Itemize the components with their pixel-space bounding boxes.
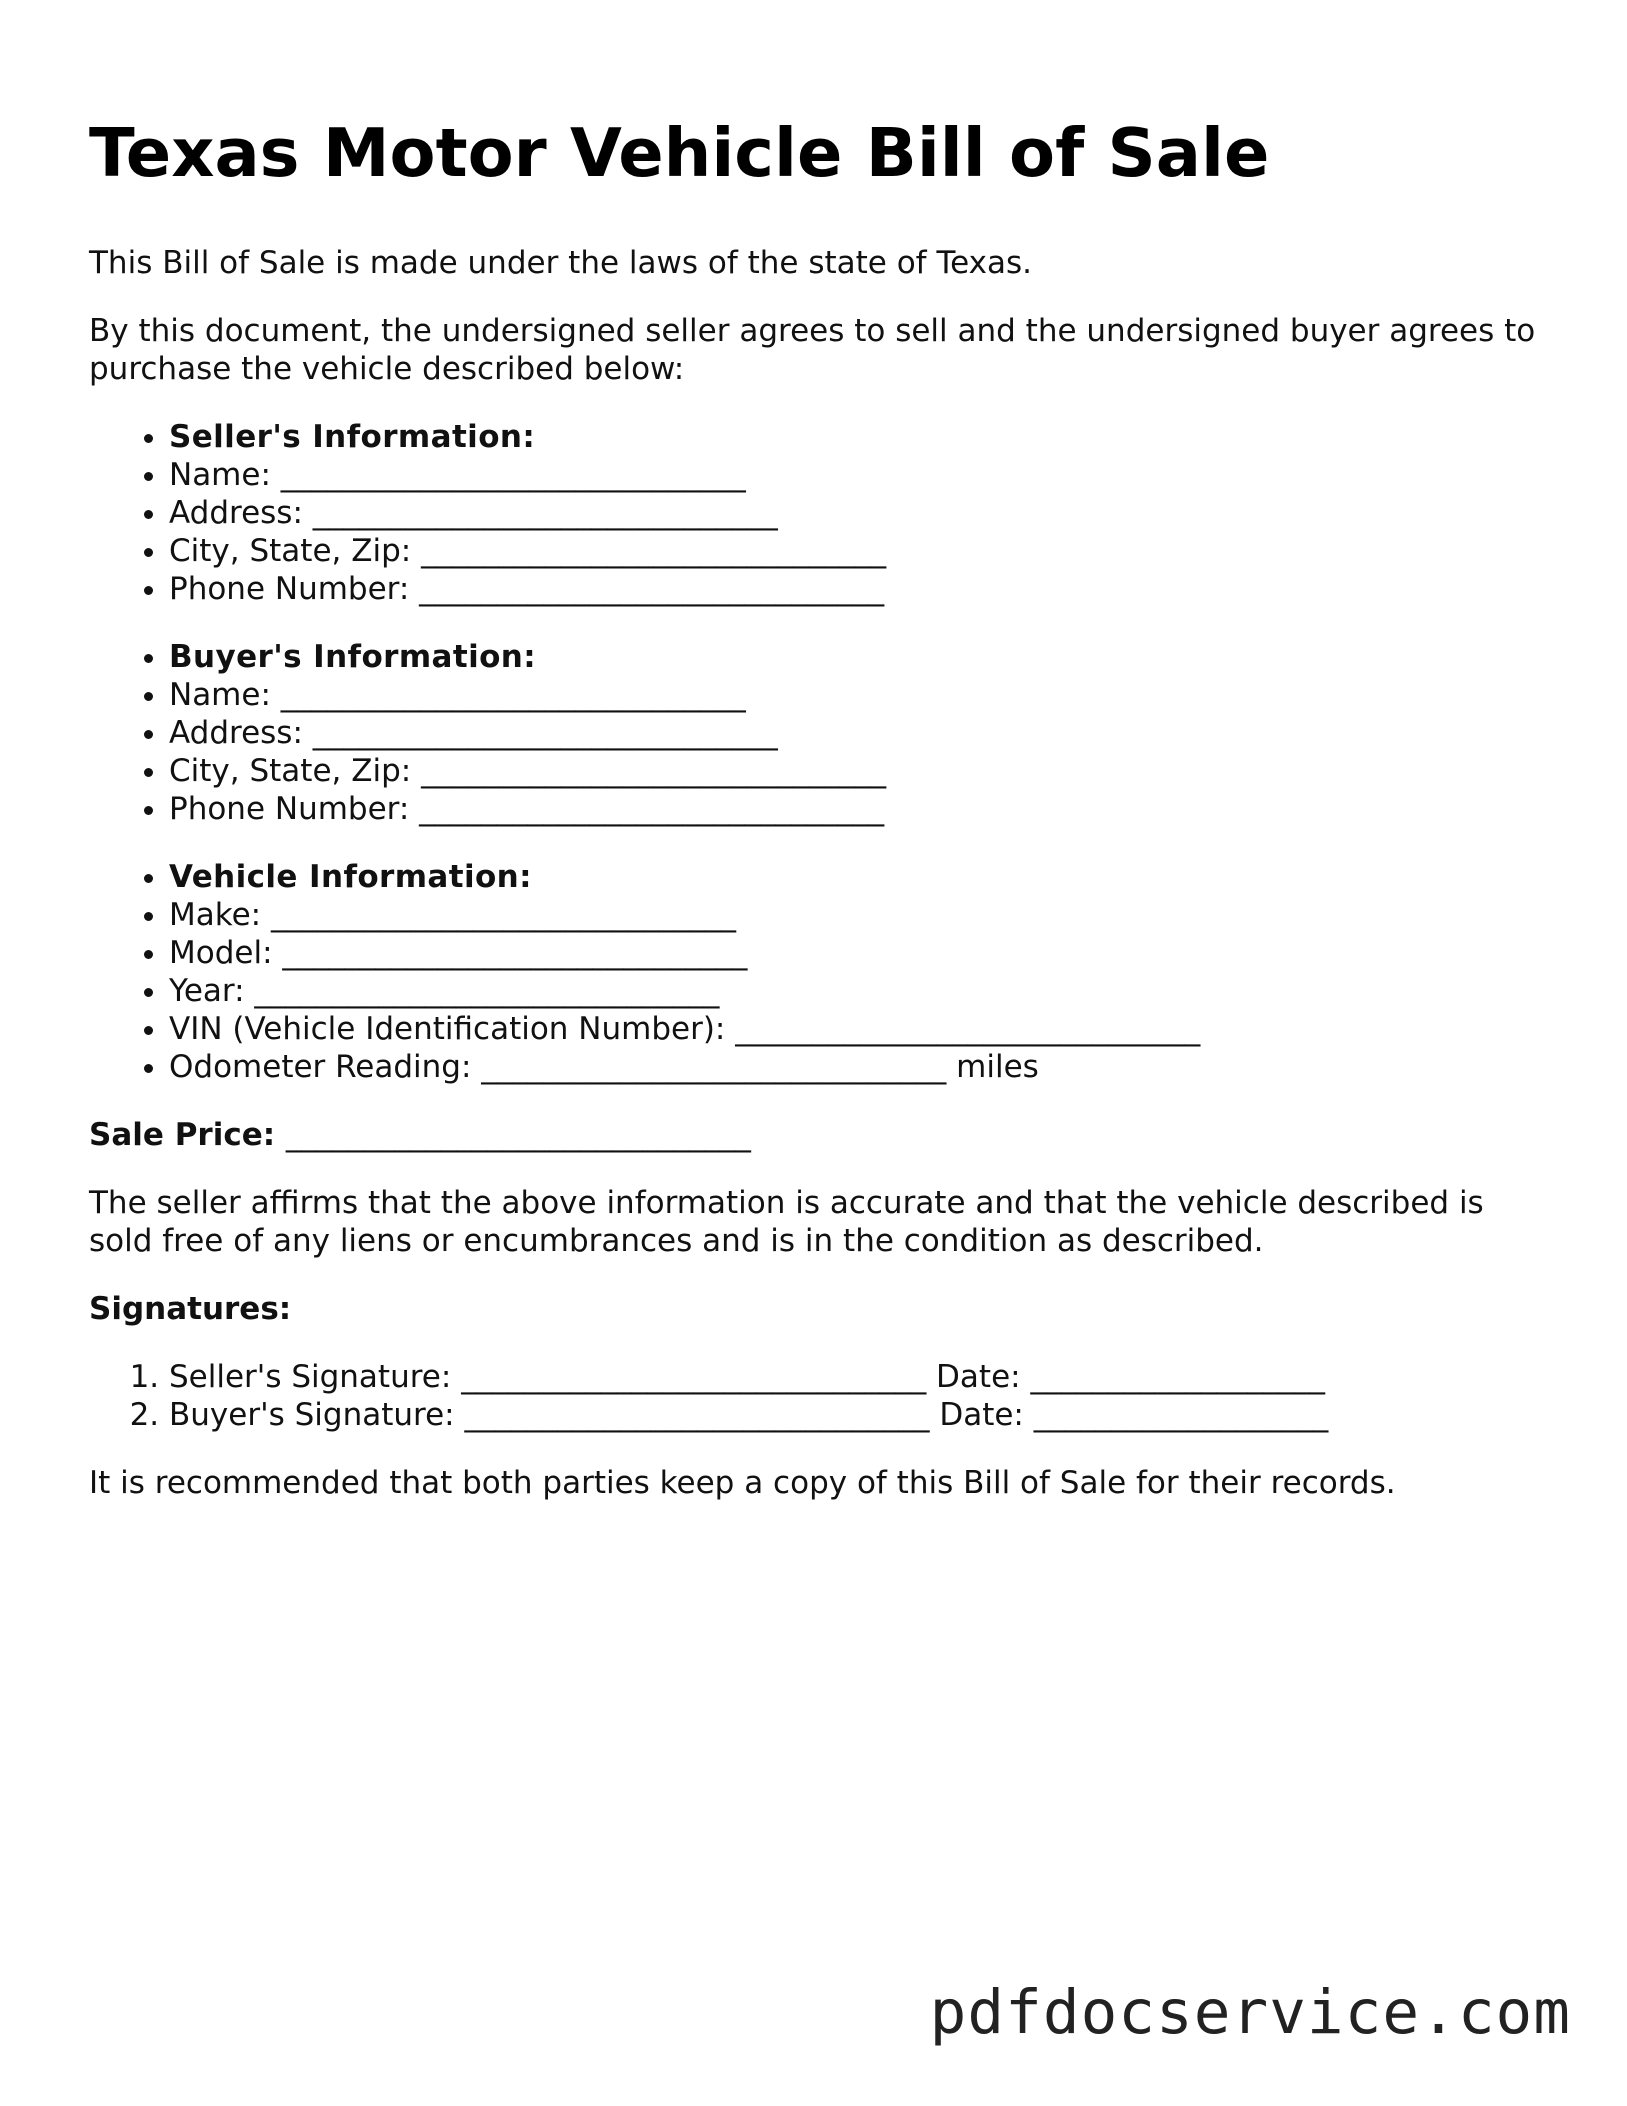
buyer-information-list bbox=[89, 638, 1539, 828]
vehicle-odometer-blank[interactable]: ______________________________ bbox=[481, 1049, 947, 1085]
buyer-signature-blank[interactable]: ______________________________ bbox=[464, 1397, 930, 1433]
vehicle-year-line bbox=[169, 972, 1539, 1010]
buyer-city-state-zip-blank[interactable]: ______________________________ bbox=[421, 753, 887, 789]
seller-name-line bbox=[169, 456, 1539, 494]
vehicle-odometer-label: Odometer Reading: bbox=[169, 1049, 472, 1085]
buyer-city-state-zip-label: City, State, Zip: bbox=[169, 753, 412, 789]
seller-name-label: Name: bbox=[169, 457, 271, 493]
vehicle-model-line bbox=[169, 934, 1539, 972]
vehicle-model-blank[interactable]: ______________________________ bbox=[282, 935, 748, 971]
sale-price-label: Sale Price: bbox=[89, 1117, 276, 1153]
seller-date-blank[interactable]: ___________________ bbox=[1030, 1359, 1325, 1395]
vehicle-vin-label: VIN (Vehicle Identification Number): bbox=[169, 1011, 726, 1047]
sale-price-line bbox=[89, 1116, 1539, 1154]
buyer-name-blank[interactable]: ______________________________ bbox=[280, 677, 746, 713]
seller-date-label: Date: bbox=[936, 1359, 1021, 1395]
seller-address-blank[interactable]: ______________________________ bbox=[312, 495, 778, 531]
vehicle-model-label: Model: bbox=[169, 935, 273, 971]
buyer-signature-line bbox=[169, 1396, 1539, 1434]
buyer-date-label: Date: bbox=[939, 1397, 1024, 1433]
agreement-paragraph: By this document, the undersigned seller agrees to sell and the undersigned buyer agrees to purchase the vehicle described below: bbox=[89, 313, 1536, 387]
vehicle-make-line bbox=[169, 896, 1539, 934]
seller-signature-line bbox=[169, 1358, 1539, 1396]
seller-signature-label: Seller's Signature: bbox=[169, 1359, 452, 1395]
signatures-heading: Signatures: bbox=[89, 1291, 292, 1327]
buyer-information-heading: • Buyer's Information: bbox=[169, 638, 1539, 676]
seller-address-label: Address: bbox=[169, 495, 303, 531]
seller-signature-blank[interactable]: ______________________________ bbox=[461, 1359, 927, 1395]
seller-information-heading: • Seller's Information: bbox=[169, 418, 1539, 456]
bill-of-sale-document bbox=[89, 108, 1539, 1532]
closing-note: It is recommended that both parties keep a copy of this Bill of Sale for their records. bbox=[89, 1465, 1396, 1501]
buyer-signature-label: Buyer's Signature: bbox=[169, 1397, 455, 1433]
buyer-phone-blank[interactable]: ______________________________ bbox=[419, 791, 885, 827]
signatures-list bbox=[89, 1358, 1539, 1434]
vehicle-make-label: Make: bbox=[169, 897, 262, 933]
buyer-address-label: Address: bbox=[169, 715, 303, 751]
buyer-address-blank[interactable]: ______________________________ bbox=[312, 715, 778, 751]
vehicle-information-list bbox=[89, 858, 1539, 1086]
buyer-phone-line bbox=[169, 790, 1539, 828]
vehicle-vin-blank[interactable]: ______________________________ bbox=[735, 1011, 1201, 1047]
buyer-name-line bbox=[169, 676, 1539, 714]
buyer-date-blank[interactable]: ___________________ bbox=[1033, 1397, 1329, 1433]
watermark-text: pdfdocservice.com bbox=[929, 1977, 1571, 2048]
seller-phone-line bbox=[169, 570, 1539, 608]
seller-name-blank[interactable]: ______________________________ bbox=[280, 457, 746, 493]
buyer-address-line bbox=[169, 714, 1539, 752]
seller-information-list bbox=[89, 418, 1539, 608]
seller-phone-blank[interactable]: ______________________________ bbox=[419, 571, 885, 607]
affirmation-paragraph: The seller affirms that the above information is accurate and that the vehicle described is sold free of any liens or encumbrances and is in the condition as described. bbox=[89, 1185, 1484, 1259]
buyer-name-label: Name: bbox=[169, 677, 271, 713]
vehicle-information-heading: • Vehicle Information: bbox=[169, 858, 1539, 896]
document-title: Texas Motor Vehicle Bill of Sale bbox=[89, 114, 1270, 192]
seller-city-state-zip-line bbox=[169, 532, 1539, 570]
seller-city-state-zip-blank[interactable]: ______________________________ bbox=[421, 533, 887, 569]
buyer-phone-label: Phone Number: bbox=[169, 791, 410, 827]
vehicle-odometer-unit: miles bbox=[956, 1049, 1039, 1085]
vehicle-year-blank[interactable]: ______________________________ bbox=[254, 973, 720, 1009]
sale-price-blank[interactable]: ______________________________ bbox=[285, 1117, 751, 1153]
seller-address-line bbox=[169, 494, 1539, 532]
vehicle-make-blank[interactable]: ______________________________ bbox=[270, 897, 736, 933]
vehicle-year-label: Year: bbox=[169, 973, 245, 1009]
vehicle-odometer-line bbox=[169, 1048, 1539, 1086]
seller-phone-label: Phone Number: bbox=[169, 571, 410, 607]
intro-paragraph: This Bill of Sale is made under the laws of the state of Texas. bbox=[89, 245, 1032, 281]
seller-city-state-zip-label: City, State, Zip: bbox=[169, 533, 412, 569]
vehicle-vin-line bbox=[169, 1010, 1539, 1048]
buyer-city-state-zip-line bbox=[169, 752, 1539, 790]
